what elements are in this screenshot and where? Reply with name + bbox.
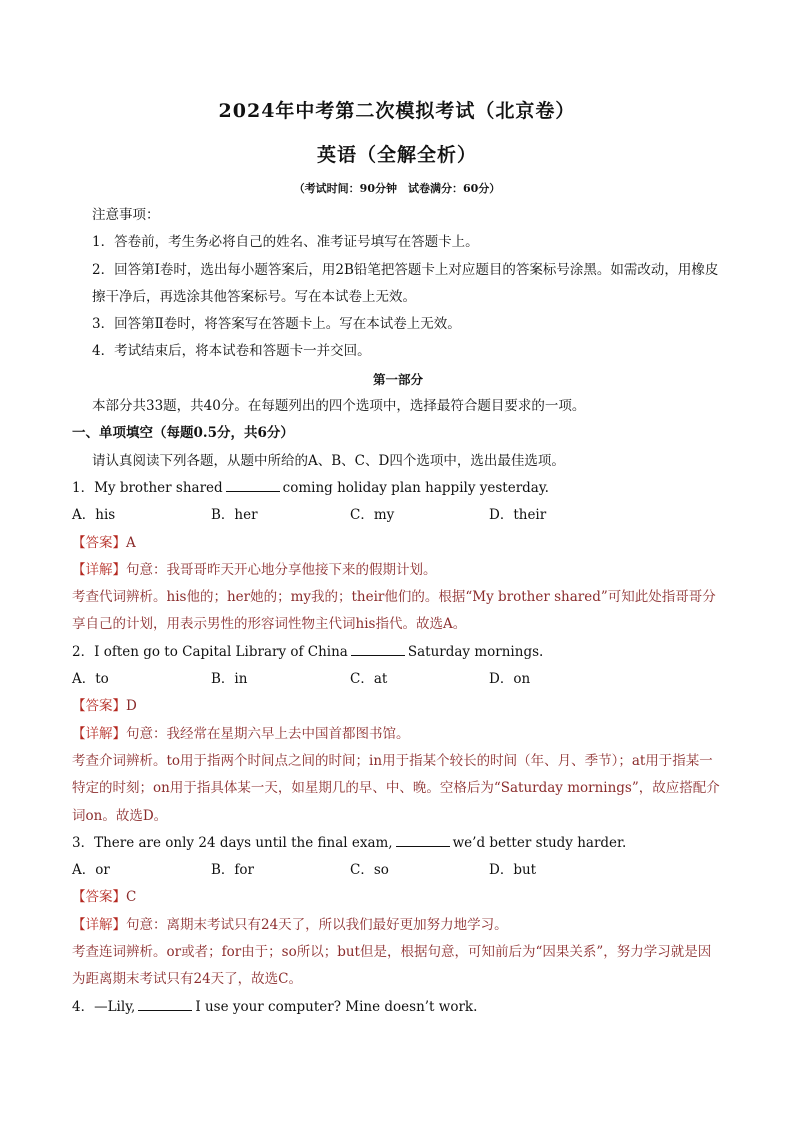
answer-blank [138,998,192,1011]
question-stem-before: 4．—Lily, [72,998,136,1015]
note-item-3: 3．回答第Ⅱ卷时，将答案写在答题卡上。写在本试卷上无效。 [92,316,461,333]
question-stem-after: Saturday mornings. [407,643,544,660]
option-a: A．or [72,862,110,879]
option-a: A．to [72,671,109,688]
question-2-analysis: 考查介词辨析。to用于指两个时间点之间的时间；in用于指某个较长的时间（年、月、季节）；at用于指某一特定的时刻；on用于指具体某一天，如星期几的早、中、晚。空格后为“Saturday mornings”，故应搭配介词on。故选D。 [72,752,720,824]
question-3-analysis: 考查连词辨析。or或者；for由于；so所以；but但是，根据句意，可知前后为“因果关系”，努力学习就是因为距离期末考试只有24天了，故选C。 [72,944,712,988]
document-title: 2024年中考第二次模拟考试（北京卷） [218,100,576,122]
detail-tag: 【详解】 [72,561,126,578]
answer-value: D [126,698,137,715]
note-item-1: 1．答卷前，考生务必将自己的姓名、准考证号填写在答题卡上。 [92,234,479,251]
detail-text: 句意：我经常在星期六早上去中国首都图书馆。 [126,725,410,742]
part-intro: 本部分共33题，共40分。在每题列出的四个选项中，选择最符合题目要求的一项。 [92,398,586,415]
detail-text: 句意：离期末考试只有24天了，所以我们最好更加努力地学习。 [126,916,508,933]
option-c: C．so [350,862,389,879]
answer-blank [351,643,405,656]
answer-value: A [126,534,136,551]
option-c: C．at [350,671,388,688]
option-b: B．her [211,507,258,524]
question-3-detail [72,912,724,939]
question-1-options [72,502,724,529]
answer-tag: 【答案】 [72,889,126,906]
question-2-answer [72,693,724,720]
option-d: D．on [489,671,531,688]
question-1-stem [72,475,724,502]
answer-tag: 【答案】 [72,534,126,551]
section-intro: 请认真阅读下列各题，从题中所给的A、B、C、D四个选项中，选出最佳选项。 [92,452,565,469]
question-2-stem [72,639,724,666]
answer-tag: 【答案】 [72,698,126,715]
option-a: A．his [72,507,116,524]
document-body [72,202,724,1021]
detail-tag: 【详解】 [72,725,126,742]
detail-tag: 【详解】 [72,916,126,933]
question-3-answer [72,884,724,911]
note-item-2: 2．回答第Ⅰ卷时，选出每小题答案后，用2B铅笔把答题卡上对应题目的答案标号涂黑。如需改动，用橡皮擦干净后，再选涂其他答案标号。写在本试卷上无效。 [92,261,719,305]
exam-meta: （考试时间：90分钟 试卷满分：60分） [293,182,501,195]
question-2-options [72,666,724,693]
option-c: C．my [350,507,395,524]
option-d: D．their [489,507,547,524]
note-item-4: 4．考试结束后，将本试卷和答题卡一并交回。 [92,343,371,360]
question-1-analysis: 考查代词辨析。his他的；her她的；my我的；their他们的。根据“My brother shared”可知此处指哥哥分享自己的计划，用表示男性的形容词性物主代词his指代。故选A。 [72,589,716,633]
question-4-stem [72,994,724,1021]
option-b: B．in [211,671,248,688]
option-d: D．but [489,862,537,879]
document-subtitle: 英语（全解全析） [316,144,477,166]
question-3-options [72,857,724,884]
question-2-detail [72,721,724,748]
option-b: B．for [211,862,254,879]
detail-text: 句意：我哥哥昨天开心地分享他接下来的假期计划。 [126,561,437,578]
question-stem-before: 2．I often go to Capital Library of China [72,643,348,660]
answer-value: C [126,889,137,906]
question-stem-after: we’d better study harder. [452,834,627,851]
question-stem-after: I use your computer? Mine doesn’t work. [195,998,478,1015]
question-stem-before: 1．My brother shared [72,479,223,496]
answer-blank [226,479,280,492]
question-1-detail [72,557,724,584]
notes-heading: 注意事项： [92,207,160,223]
question-3-stem [72,830,724,857]
question-stem-after: coming holiday plan happily yesterday. [282,479,549,496]
question-1-answer [72,530,724,557]
part-title: 第一部分 [372,371,423,387]
section-title: 一、单项填空（每题0.5分，共6分） [72,425,294,442]
answer-blank [396,834,450,847]
question-stem-before: 3．There are only 24 days until the final exam, [72,834,393,851]
